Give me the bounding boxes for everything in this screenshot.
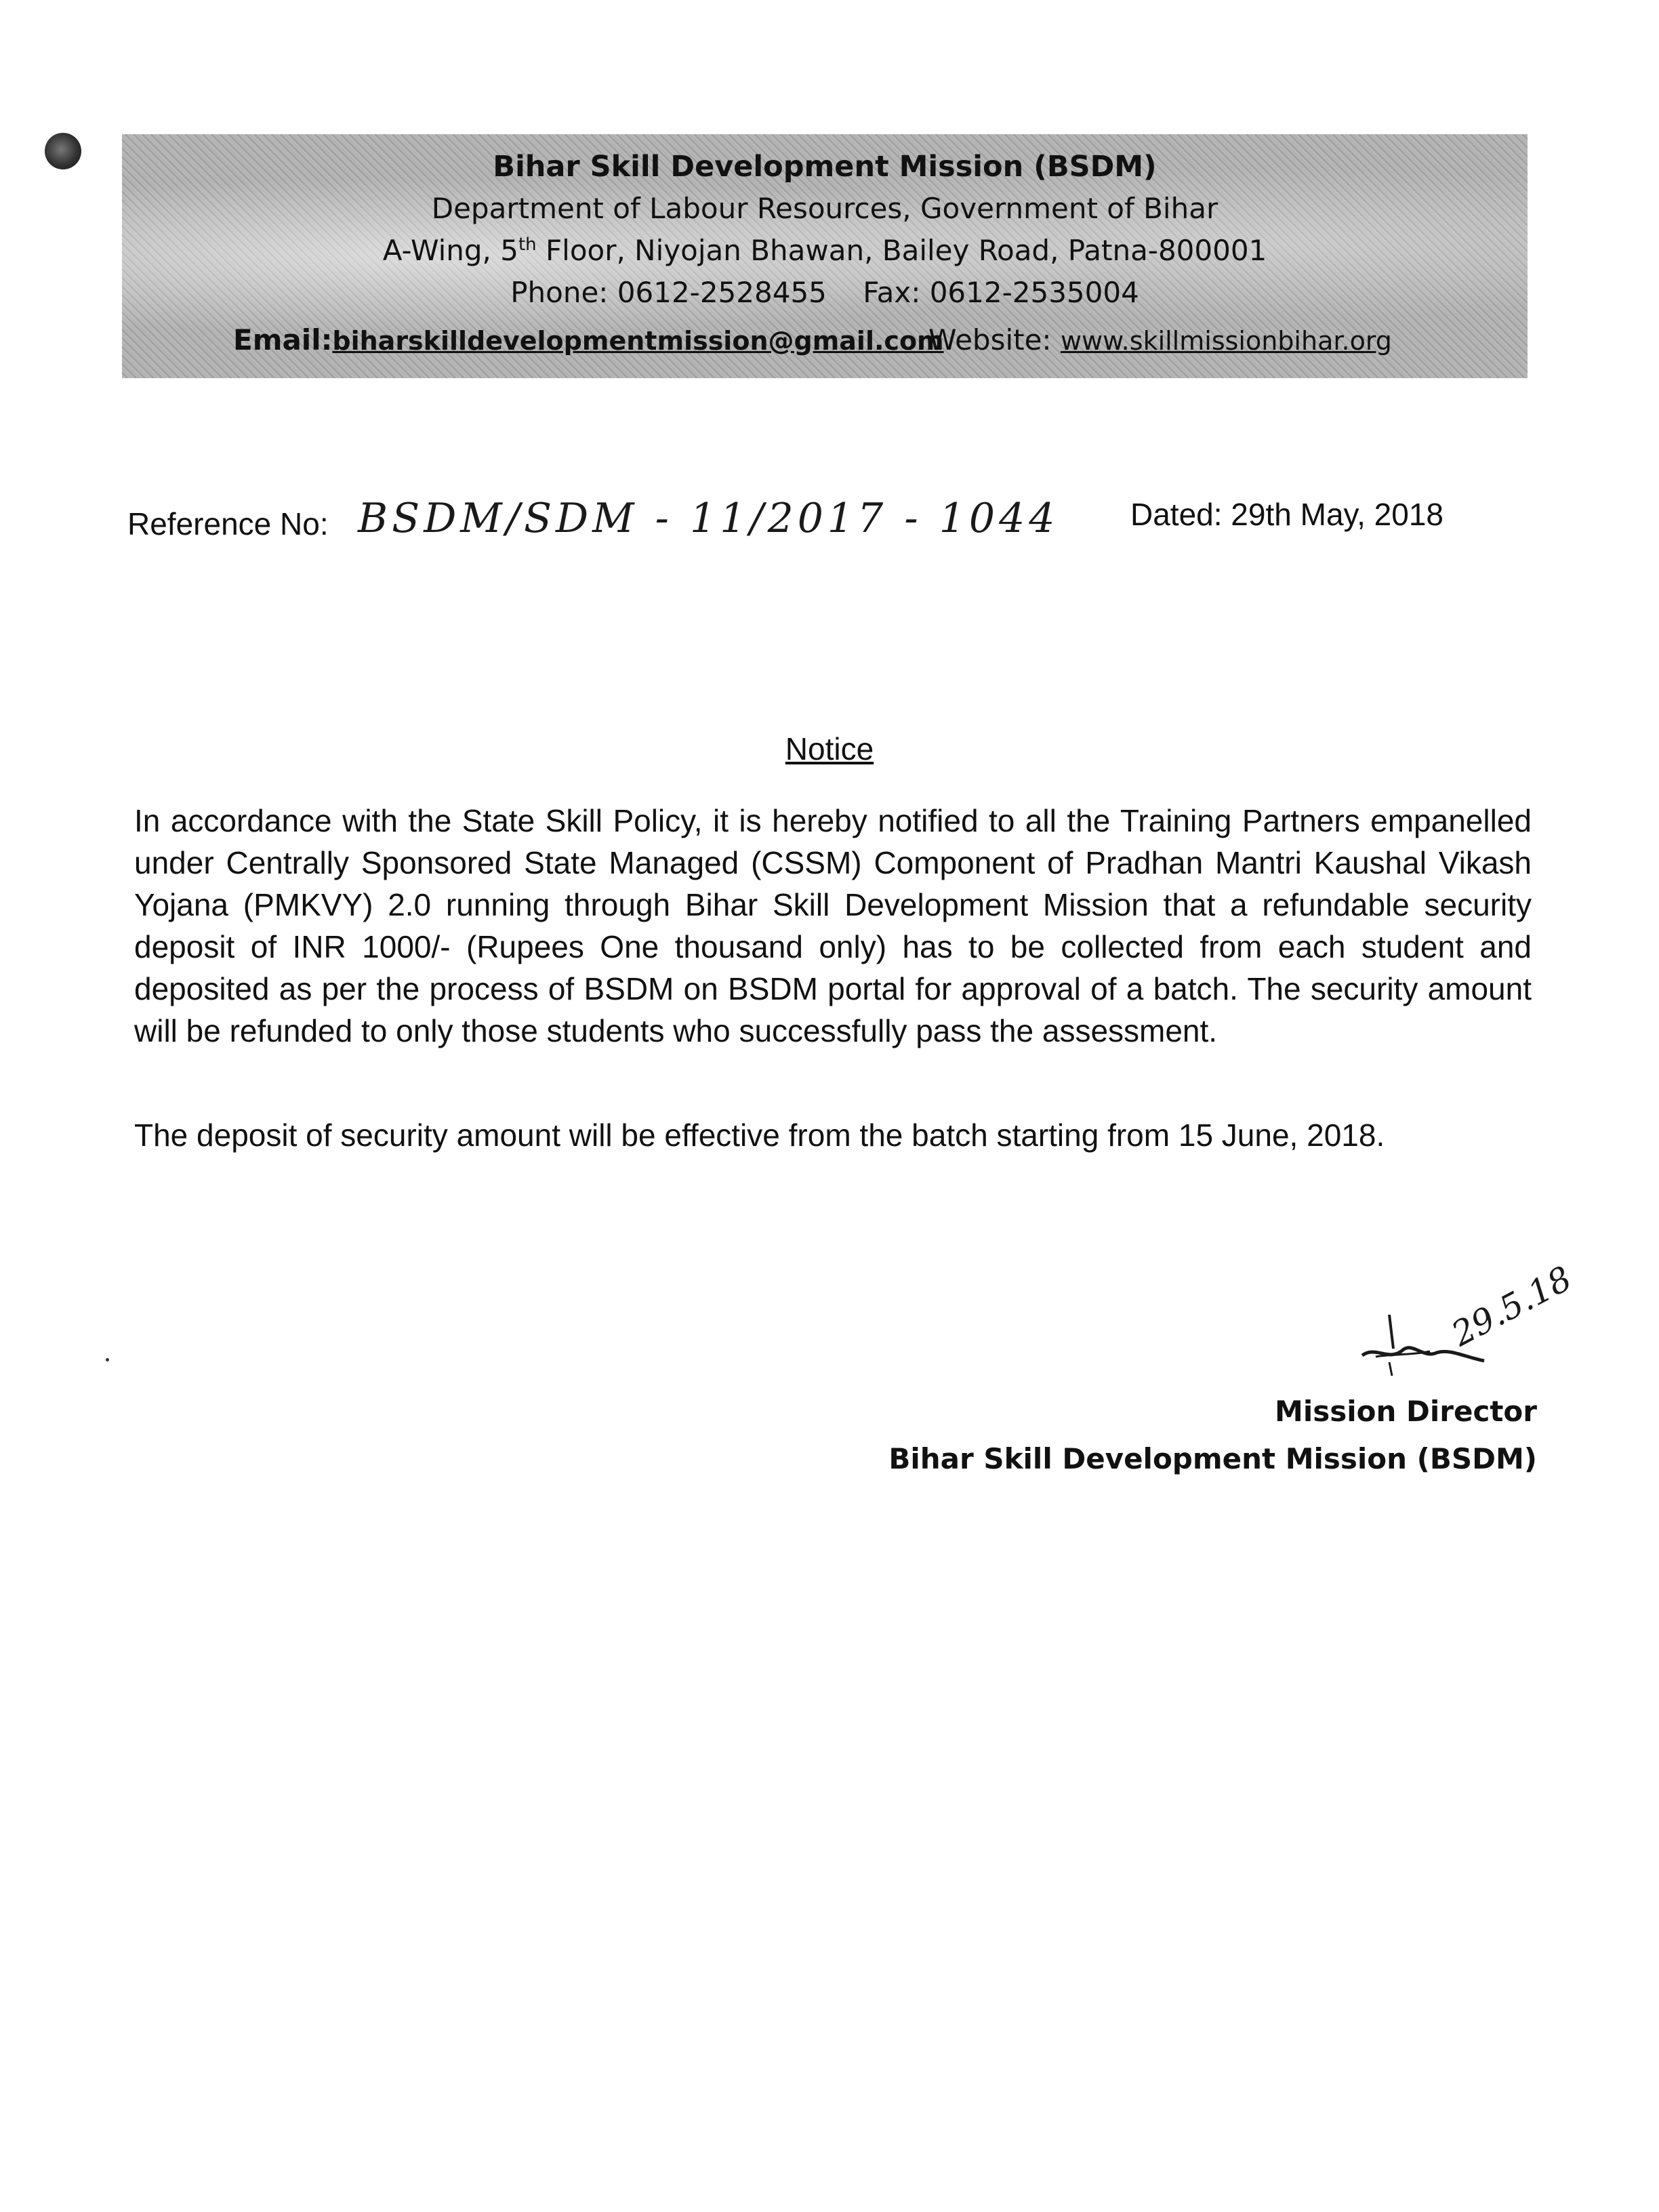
signatory-title: Mission Director	[1275, 1395, 1537, 1428]
email-link[interactable]: biharskilldevelopmentmission@gmail.com	[332, 326, 944, 356]
reference-label: Reference No:	[127, 506, 329, 541]
notice-paragraph-2: The deposit of security amount will be effective from the batch starting from 15 June, 2018.	[134, 1118, 1385, 1153]
phone-label: Phone:	[510, 276, 617, 309]
letterhead-department: Department of Labour Resources, Government of Bihar	[431, 192, 1218, 225]
address-superscript: th	[518, 234, 537, 255]
letterhead-phone-fax	[122, 275, 1528, 310]
reference-row	[127, 495, 1483, 562]
dated-text: Dated: 29th May, 2018	[1130, 497, 1443, 532]
address-prefix: A-Wing, 5	[382, 234, 518, 267]
letterhead	[122, 134, 1528, 378]
phone-number: 0612-2528455	[617, 276, 827, 309]
website-block	[928, 323, 1392, 359]
signatory-organization: Bihar Skill Development Mission (BSDM)	[888, 1442, 1537, 1475]
notice-paragraph-1: In accordance with the State Skill Policy, it is hereby notified to all the Training Partners empanelled under Centrally Sponsored State Managed (CSSM) Component of Pradhan Mantri Kaushal Vikash Yojana (PMKVY) 2.0 running through Bihar Skill Development Mission that a refundable security deposit of INR 1000/- (Rupees One thousand only) has to be collected from each student and deposited as per the process of BSDM on BSDM portal for approval of a batch. The security amount will be refunded to only those students who successfully pass the assessment.	[134, 803, 1532, 1048]
reference-number-handwritten: BSDM/SDM - 11/2017 - 1044	[358, 495, 1059, 542]
website-link[interactable]: www.skillmissionbihar.org	[1060, 326, 1392, 356]
fax-number: 0612-2535004	[929, 276, 1139, 309]
letterhead-address	[122, 233, 1528, 268]
fax-label: Fax:	[863, 276, 930, 309]
website-label: Website:	[928, 323, 1061, 356]
address-suffix: Floor, Niyojan Bhawan, Bailey Road, Patna-800001	[536, 234, 1267, 267]
scan-speck	[106, 1358, 109, 1361]
letterhead-org-name: Bihar Skill Development Mission (BSDM)	[493, 150, 1157, 184]
email-block	[233, 323, 944, 359]
notice-title: Notice	[785, 731, 874, 766]
punch-hole	[45, 133, 81, 169]
signature-date-handwritten: 29.5.18	[1445, 1258, 1578, 1354]
email-label: Email:	[233, 323, 333, 356]
signature-mark	[1349, 1258, 1633, 1403]
